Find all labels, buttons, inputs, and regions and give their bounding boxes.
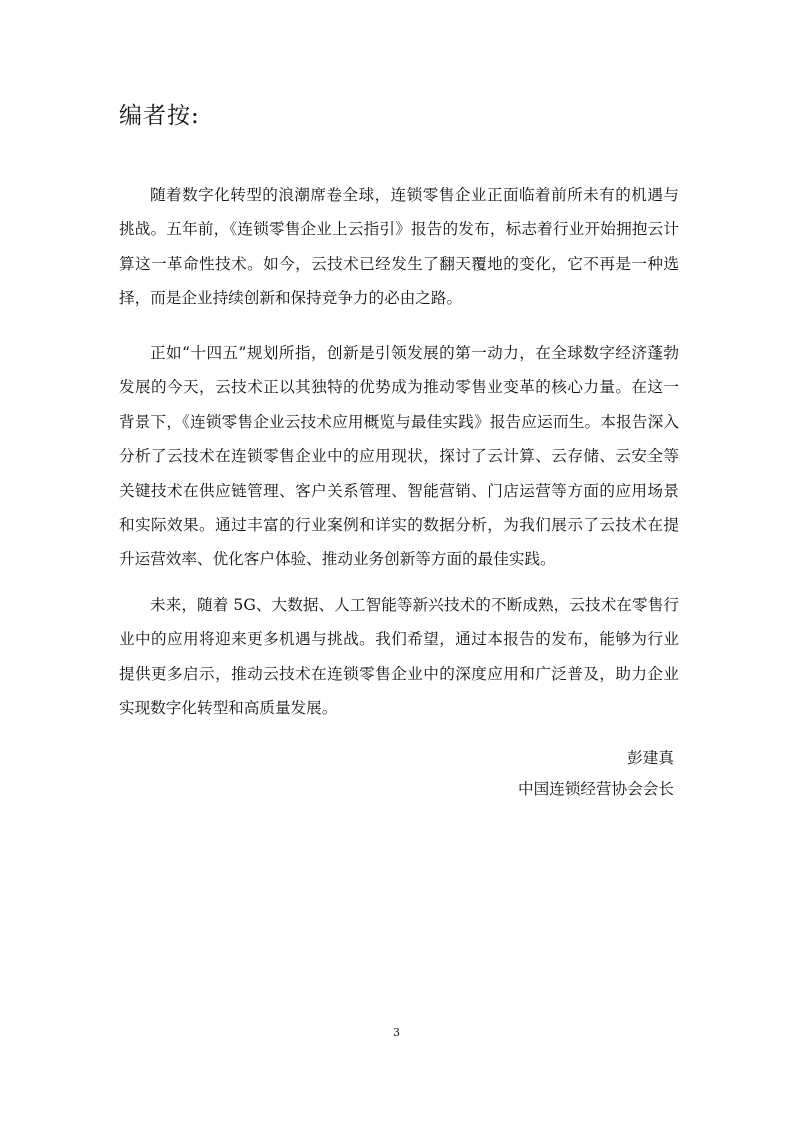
page-number: 3	[393, 1026, 400, 1039]
paragraph-intro: 随着数字化转型的浪潮席卷全球，连锁零售企业正面临着前所未有的机遇与挑战。五年前，《连锁零售企业上云指引》报告的发布，标志着行业开始拥抱云计算这一革命性技术。如今，云技术已经发生了翻天覆地的变化，它不再是一种选择，而是企业持续创新和保持竞争力的必由之路。	[119, 186, 679, 308]
paragraph-outlook: 未来，随着 5G、大数据、人工智能等新兴技术的不断成熟，云技术在零售行业中的应用将迎来更多机遇与挑战。我们希望，通过本报告的发布，能够为行业提供更多启示，推动云技术在连锁零售企业中的深度应用和广泛普及，助力企业实现数字化转型和高质量发展。	[119, 596, 679, 718]
signature-title: 中国连锁经营协会会长	[518, 780, 674, 798]
signature-name: 彭建真	[627, 749, 674, 767]
editor-note-heading: 编者按:	[119, 103, 200, 129]
paragraph-report-overview: 正如“十四五”规划所指，创新是引领发展的第一动力，在全球数字经济蓬勃发展的今天，云技术正以其独特的优势成为推动零售业变革的核心力量。在这一背景下，《连锁零售企业云技术应用概览与最佳实践》报告应运而生。本报告深入分析了云技术在连锁零售企业中的应用现状，探讨了云计算、云存储、云安全等关键技术在供应链管理、客户关系管理、智能营销、门店运营等方面的应用场景和实际效果。通过丰富的行业案例和详实的数据分析，为我们展示了云技术在提升运营效率、优化客户体验、推动业务创新等方面的最佳实践。	[119, 344, 679, 569]
